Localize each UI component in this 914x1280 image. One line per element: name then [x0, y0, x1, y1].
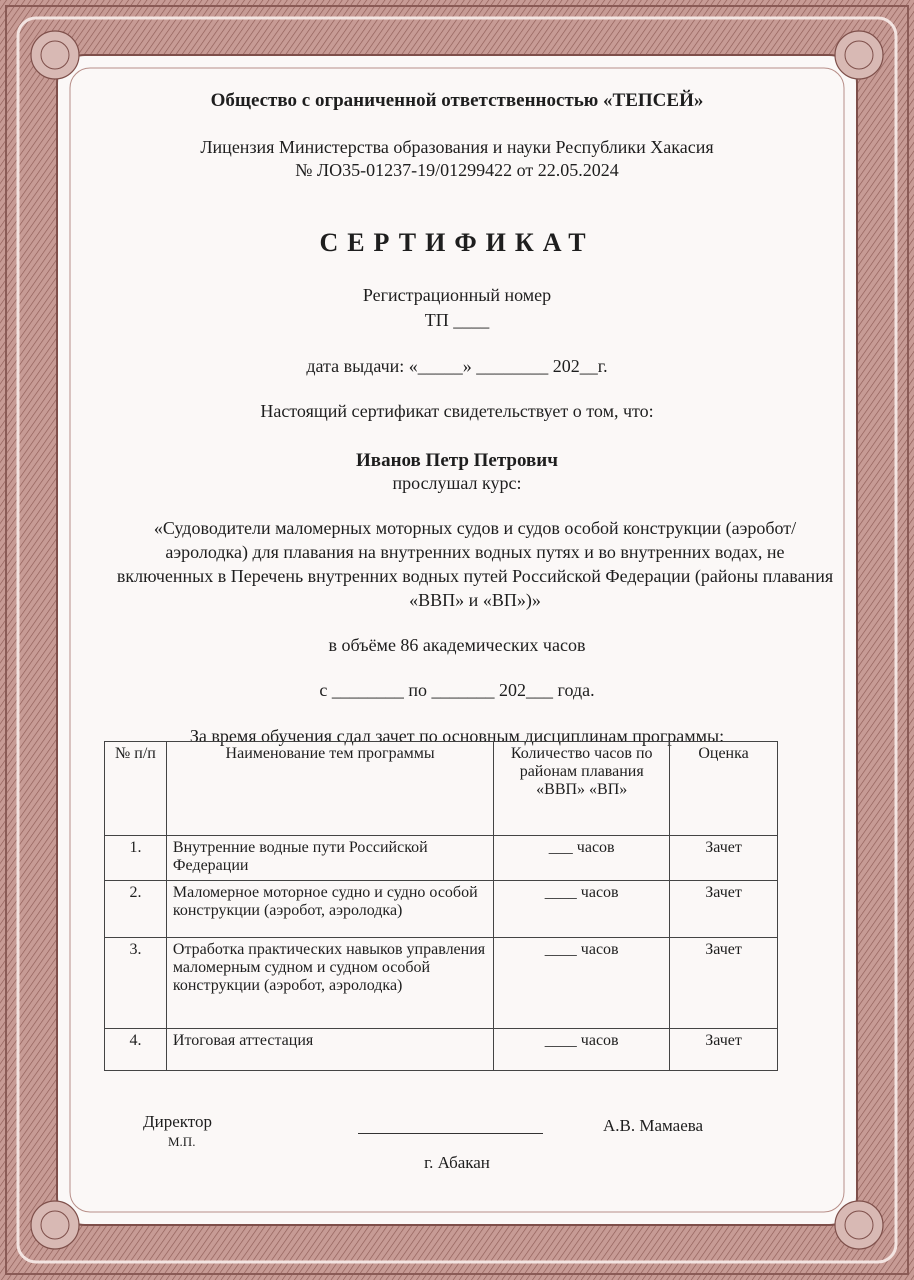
- issue-city: г. Абакан: [424, 1153, 490, 1172]
- row-num: 1.: [105, 836, 167, 881]
- intro-text: Настоящий сертификат свидетельствует о том, что:: [260, 401, 654, 421]
- header-hours: Количество часов по районам плавания «ВВП» «ВП»: [494, 742, 670, 836]
- director-name: А.В. Мамаева: [603, 1116, 704, 1135]
- row-topic: Отработка практических навыков управления маломерным судном и судном особой конструкции (аэробот, аэролодка): [166, 938, 493, 1029]
- disciplines-table: [104, 741, 778, 1071]
- issue-date: дата выдачи: «_____» ________ 202__г.: [306, 356, 608, 376]
- row-hours: ___ часов: [494, 836, 670, 881]
- certificate-title: СЕРТИФИКАТ: [319, 228, 595, 257]
- course-period: с ________ по _______ 202___ года.: [319, 680, 595, 700]
- table-header-row: [105, 742, 778, 836]
- row-num: 4.: [105, 1029, 167, 1071]
- signature-line: [358, 1133, 543, 1134]
- stamp-placeholder: М.П.: [168, 1134, 196, 1149]
- row-topic: Итоговая аттестация: [166, 1029, 493, 1071]
- table-row: [105, 1029, 778, 1071]
- row-grade: Зачет: [670, 1029, 778, 1071]
- row-grade: Зачет: [670, 881, 778, 938]
- course-label: прослушал курс:: [392, 473, 522, 493]
- row-hours: ____ часов: [494, 881, 670, 938]
- row-hours: ____ часов: [494, 1029, 670, 1071]
- header-topic: Наименование тем программы: [166, 742, 493, 836]
- license-line-1: Лицензия Министерства образования и науки Республики Хакасия: [200, 137, 714, 157]
- row-hours: ____ часов: [494, 938, 670, 1029]
- table-row: [105, 938, 778, 1029]
- organization-name: Общество с ограниченной ответственностью «ТЕПСЕЙ»: [210, 90, 704, 111]
- row-num: 3.: [105, 938, 167, 1029]
- registration-label: Регистрационный номер: [362, 285, 552, 305]
- row-topic: Внутренние водные пути Российской Федерации: [166, 836, 493, 881]
- registration-number: ТП ____: [424, 310, 490, 330]
- exams-intro: За время обучения сдал зачет по основным дисциплинам программы:: [189, 726, 725, 746]
- director-role: Директор: [143, 1112, 212, 1131]
- row-num: 2.: [105, 881, 167, 938]
- header-grade: Оценка: [670, 742, 778, 836]
- holder-name: Иванов Петр Петрович: [356, 450, 558, 471]
- table-row: [105, 836, 778, 881]
- course-volume: в объёме 86 академических часов: [328, 635, 586, 655]
- table-row: [105, 881, 778, 938]
- course-title: «Судоводители маломерных моторных судов и судов особой конструкции (аэробот/аэролодка) для плавания на внутренних водных путях и во внутренних водах, не включенных в Перечень внутренних водных путей Российской Федерации (районы плавания «ВВП» и «ВП»)»: [116, 518, 834, 610]
- row-topic: Маломерное моторное судно и судно особой конструкции (аэробот, аэролодка): [166, 881, 493, 938]
- row-grade: Зачет: [670, 836, 778, 881]
- header-num: № п/п: [105, 742, 167, 836]
- row-grade: Зачет: [670, 938, 778, 1029]
- license-line-2: № ЛО35-01237-19/01299422 от 22.05.2024: [295, 160, 619, 180]
